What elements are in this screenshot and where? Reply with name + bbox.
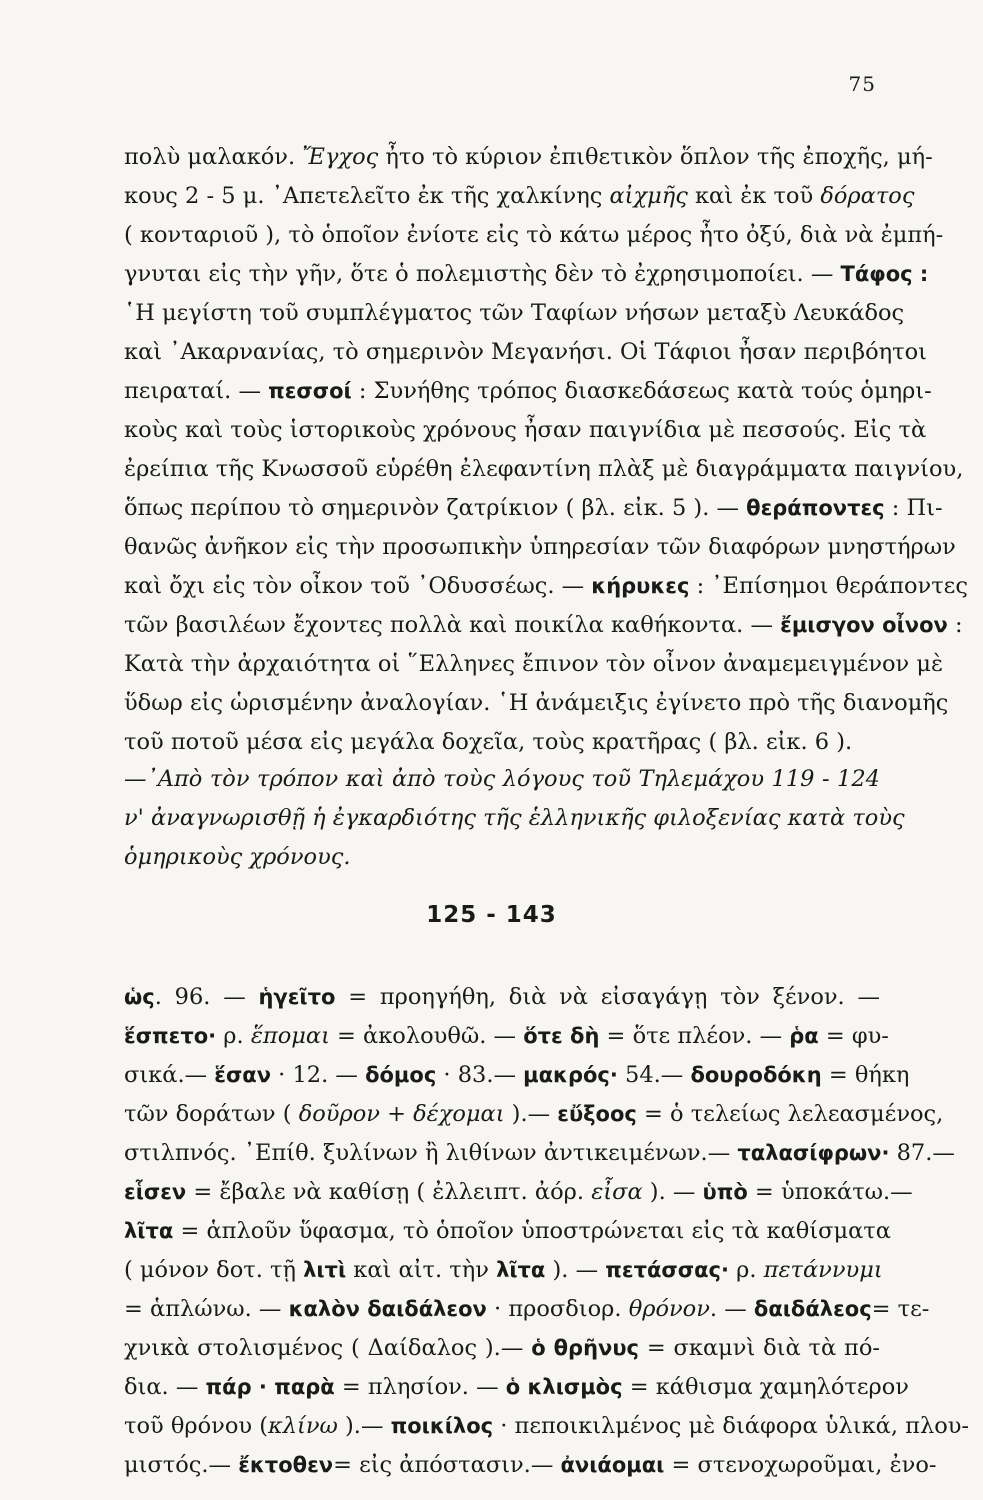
summary-paragraph — [124, 760, 905, 877]
text-line: ( μόνον δοτ. τῇ λιτὶ καὶ αἰτ. τὴν λῖτα ). — πετάσσας· ρ. πετάννυμι — [124, 1257, 883, 1283]
headword: ἕσαν — [214, 1063, 272, 1087]
headword: ἕσπετο· — [124, 1024, 217, 1048]
headword: ἀνιάομαι — [560, 1453, 665, 1477]
text-line: ( κονταριοῦ ), τὸ ὁποῖον ἐνίοτε εἰς τὸ κάτω μέρος ἦτο ὀξύ, διὰ νὰ ἐμπή- — [124, 222, 944, 248]
text-line: πειραταί. — πεσσοί : Συνήθης τρόπος διασκεδάσεως κατὰ τούς ὁμηρι- — [124, 378, 932, 404]
glossary-paragraph — [124, 978, 970, 1485]
headword: εὔξοος — [557, 1102, 637, 1126]
headword: λιτὶ — [303, 1258, 347, 1282]
text-line: ὅπως περίπου τὸ σημερινὸν ζατρίκιον ( βλ. εἰκ. 5 ). — θεράποντες : Πι- — [124, 495, 943, 521]
text-line: θανῶς ἀνῆκον εἰς τὴν προσωπικὴν ὑπηρεσίαν τῶν διαφόρων μνηστήρων — [124, 534, 956, 560]
text-line: ἕσπετο· ρ. ἕπομαι = ἀκολουθῶ. — ὅτε δὴ = ὅτε πλέον. — ῥα = φυ- — [124, 1023, 889, 1049]
headword: Τάφος : — [840, 262, 929, 286]
headword: δόμος — [365, 1063, 437, 1087]
text-line: ν' ἀναγνωρισθῇ ἡ ἐγκαρδιότης τῆς ἑλληνικῆς φιλοξενίας κατὰ τοὺς — [124, 805, 905, 831]
headword: ῥα — [789, 1024, 819, 1048]
term-italic: δόρατος — [820, 183, 915, 209]
commentary-paragraph — [124, 138, 968, 762]
headword: δουροδόκη — [690, 1063, 822, 1087]
headword: κήρυκες — [591, 574, 690, 598]
text-line: ὡς. 96. — ἡγεῖτο = προηγήθη, διὰ νὰ εἰσαγάγῃ τὸν ξένον. — — [124, 984, 880, 1010]
headword: λῖτα — [124, 1219, 174, 1243]
headword: ποικίλος — [390, 1414, 494, 1438]
text-line: καὶ ὄχι εἰς τὸν οἶκον τοῦ ᾿Οδυσσέως. — κήρυκες : ᾿Επίσημοι θεράποντες — [124, 573, 968, 599]
headword: πάρ · παρὰ — [205, 1375, 335, 1399]
text-line: μιστός.— ἔκτοθεν= εἰς ἀπόστασιν.— ἀνιάομαι = στενοχωροῦμαι, ἐνο- — [124, 1452, 937, 1478]
headword: ὁ θρῆνυς — [531, 1336, 639, 1360]
text-line: τῶν δοράτων ( δοῦρον + δέχομαι ).— εὔξοος = ὁ τελείως λελεασμένος, — [124, 1101, 944, 1127]
headword: ὡς — [124, 985, 155, 1009]
text-line: = ἁπλώνω. — καλὸν δαιδάλεον · προσδιορ. θρόνον. — δαιδάλεος= τε- — [124, 1296, 930, 1322]
headword: ὁ κλισμὸς — [505, 1375, 623, 1399]
term-italic: αἰχμῆς — [609, 183, 688, 209]
term-italic: δοῦρον + δέχομαι — [298, 1101, 505, 1127]
headword: ταλασίφρων· — [737, 1141, 890, 1165]
text-line: κοὺς καὶ τοὺς ἱστορικοὺς χρόνους ἦσαν παιγνίδια μὲ πεσσούς. Εἰς τὰ — [124, 417, 927, 443]
text-line: πολὺ μαλακόν. Ἔγχος ἦτο τὸ κύριον ἐπιθετικὸν ὅπλον τῆς ἐποχῆς, μή- — [124, 144, 933, 170]
headword: πεσσοί — [268, 379, 352, 403]
term-italic: πετάννυμι — [763, 1257, 883, 1283]
text-line: χνικὰ στολισμένος ( Δαίδαλος ).— ὁ θρῆνυς = σκαμνὶ διὰ τὰ πό- — [124, 1335, 880, 1361]
text-line: ῾Η μεγίστη τοῦ συμπλέγματος τῶν Ταφίων νήσων μεταξὺ Λευκάδος — [124, 300, 905, 326]
text-line: λῖτα = ἁπλοῦν ὕφασμα, τὸ ὁποῖον ὑποστρώνεται εἰς τὰ καθίσματα — [124, 1218, 891, 1244]
headword: λῖτα — [496, 1258, 546, 1282]
text-line: —᾿Απὸ τὸν τρόπον καὶ ἀπὸ τοὺς λόγους τοῦ Τηλεμάχου 119 - 124 — [124, 766, 880, 792]
term-italic: ἕπομαι — [250, 1023, 330, 1049]
text-line: ὁμηρικοὺς χρόνους. — [124, 844, 351, 870]
headword: μακρός· — [523, 1063, 618, 1087]
text-line: σικά.— ἕσαν · 12. — δόμος · 83.— μακρός· 54.— δουροδόκη = θήκη — [124, 1062, 910, 1088]
term-italic: κλίνω — [267, 1413, 338, 1439]
term-italic: Ἔγχος — [302, 144, 379, 170]
term-italic: θρόνον — [628, 1296, 710, 1322]
term-italic: εἶσα — [591, 1179, 643, 1205]
text-line: καὶ ᾿Ακαρνανίας, τὸ σημερινὸν Μεγανήσι. Οἱ Τάφιοι ἦσαν περιβόητοι — [124, 339, 927, 365]
headword: ἡγεῖτο — [258, 985, 336, 1009]
text-line: τοῦ ποτοῦ μέσα εἰς μεγάλα δοχεῖα, τοὺς κρατῆρας ( βλ. εἰκ. 6 ). — [124, 729, 853, 755]
text-line: τοῦ θρόνου (κλίνω ).— ποικίλος · πεποικιλμένος μὲ διάφορα ὑλικά, πλου- — [124, 1413, 970, 1439]
text-line: ὕδωρ εἰς ὡρισμένην ἀναλογίαν. ῾Η ἀνάμειξις ἐγίνετο πρὸ τῆς διανομῆς — [124, 690, 949, 716]
section-title: 125 - 143 — [426, 902, 557, 928]
text-line: εἷσεν = ἔβαλε νὰ καθίσῃ ( ἐλλειπτ. ἀόρ. εἶσα ). — ὑπὸ = ὑποκάτω.— — [124, 1179, 913, 1205]
text-line: δια. — πάρ · παρὰ = πλησίον. — ὁ κλισμὸς = κάθισμα χαμηλότερον — [124, 1374, 909, 1400]
headword: ἔκτοθεν — [238, 1453, 334, 1477]
headword: θεράποντες — [746, 496, 885, 520]
text-line: κους 2 - 5 μ. ᾿Απετελεῖτο ἐκ τῆς χαλκίνης αἰχμῆς καὶ ἐκ τοῦ δόρατος — [124, 183, 915, 209]
text-line: Κατὰ τὴν ἀρχαιότητα οἱ ῞Ελληνες ἔπινον τὸν οἶνον ἀναμεμειγμένον μὲ — [124, 651, 944, 677]
headword: εἷσεν — [124, 1180, 187, 1204]
headword: ὅτε δὴ — [523, 1024, 600, 1048]
headword: δαιδάλεος — [753, 1297, 872, 1321]
text-line: ἐρείπια τῆς Κνωσσοῦ εὑρέθη ἐλεφαντίνη πλὰξ μὲ διαγράμματα παιγνίου, — [124, 456, 964, 482]
text-line: γνυται εἰς τὴν γῆν, ὅτε ὁ πολεμιστὴς δὲν τὸ ἐχρησιμοποίει. — Τάφος : — [124, 261, 929, 287]
headword: πετάσσας· — [605, 1258, 729, 1282]
headword: καλὸν δαιδάλεον — [288, 1297, 487, 1321]
text-line: στιλπνός. ᾿Επίθ. ξυλίνων ἢ λιθίνων ἀντικειμένων.— ταλασίφρων· 87.— — [124, 1140, 955, 1166]
headword: ἔμισγον οἶνον — [780, 613, 948, 637]
text-line: τῶν βασιλέων ἔχοντες πολλὰ καὶ ποικίλα καθήκοντα. — ἔμισγον οἶνον : — [124, 612, 963, 638]
page-number: 75 — [848, 72, 876, 96]
headword: ὑπὸ — [702, 1180, 748, 1204]
